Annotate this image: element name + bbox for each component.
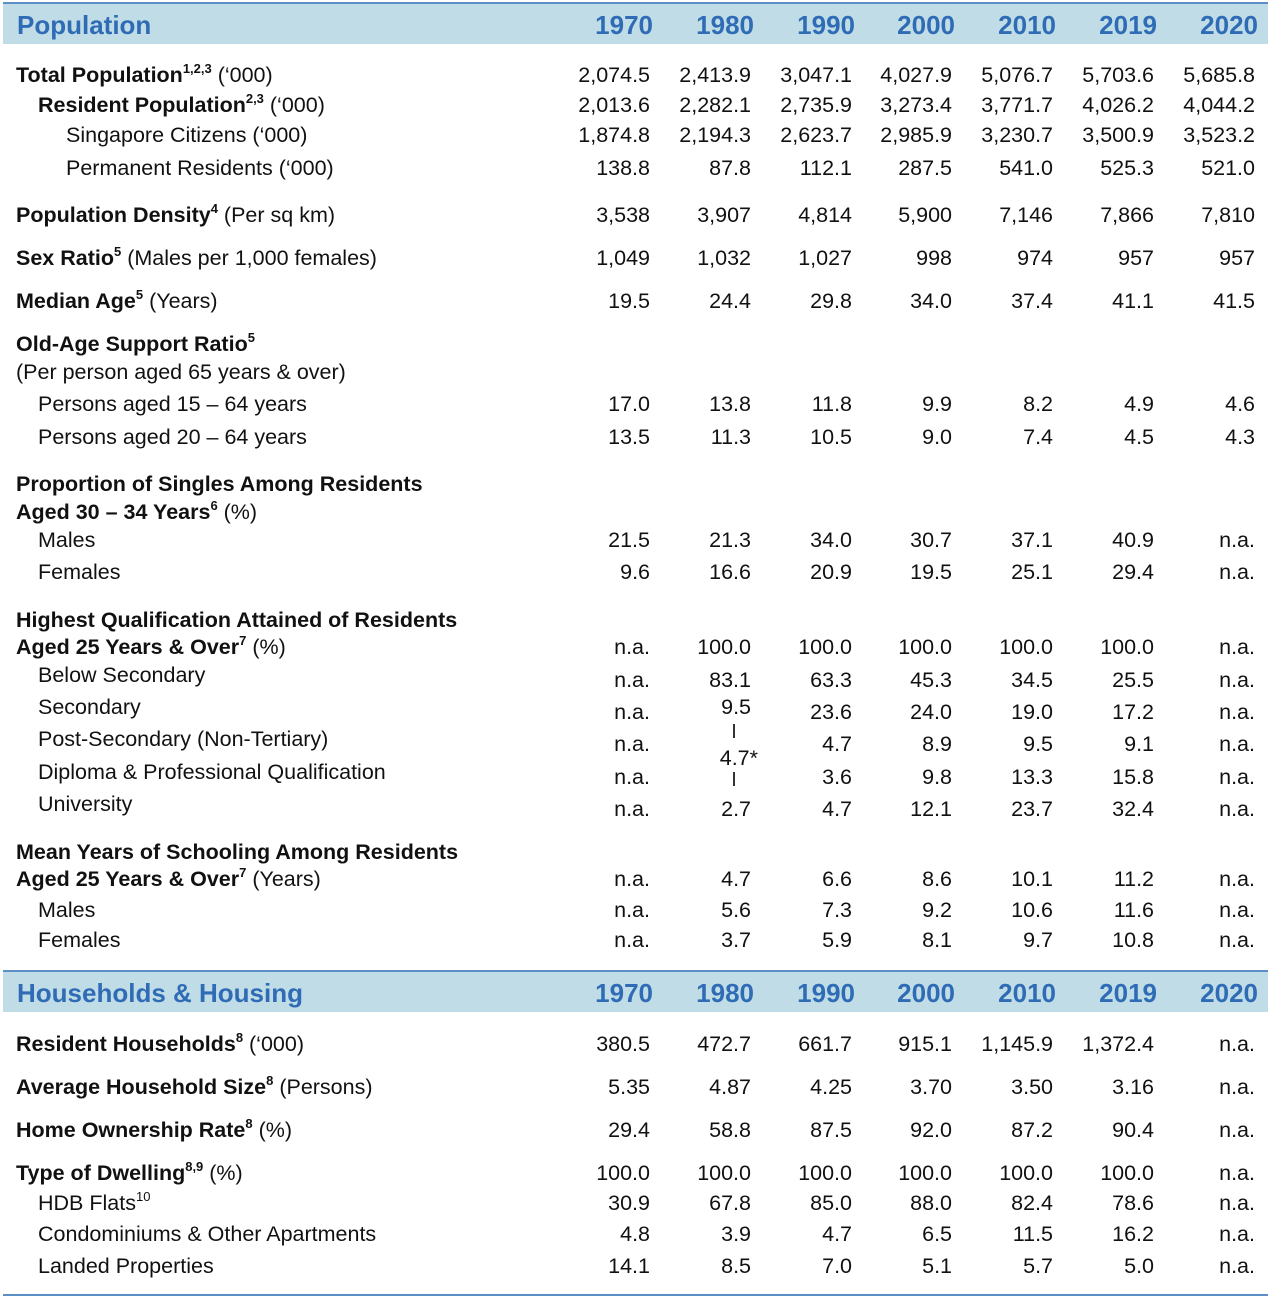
table-cell: 3,771.7 [981,93,1053,117]
table-cell: 3.16 [1112,1075,1154,1099]
row-below-secondary [0,663,1282,698]
table-cell: 2,194.3 [679,123,751,147]
row-qualification-heading [0,608,1282,638]
table-cell: 11.5 [1012,1222,1053,1246]
row-label: Old-Age Support Ratio$^5$ [16,330,255,356]
table-cell: 5.0 [1124,1254,1154,1278]
table-cell: 4.7 [822,1222,852,1246]
table-cell: n.a. [1219,1254,1255,1278]
table-cell: n.a. [1219,1118,1255,1142]
row-schooling-males [0,898,1282,928]
table-cell: 974 [1017,246,1053,270]
year-header: 1980 [696,10,754,40]
table-cell: 2,013.6 [578,93,650,117]
table-cell: 9.9 [922,392,952,416]
table-cell: 7,810 [1201,203,1255,227]
row-resident-households [0,1032,1282,1062]
table-cell: 13.5 [608,425,650,449]
table-cell: 24.0 [910,700,952,724]
year-header: 2000 [897,978,955,1008]
table-cell: 2,985.9 [880,123,952,147]
row-population-density [0,203,1282,233]
table-cell: 12.1 [910,797,952,821]
row-average-household-size [0,1075,1282,1105]
table-cell: 29.4 [1112,560,1154,584]
row-aged-15-64 [0,392,1282,422]
table-cell: 20.9 [810,560,852,584]
year-header: 1970 [595,978,653,1008]
row-label: Resident Population$^{2,3}$ (‘000) [38,91,325,117]
year-header: 2010 [998,978,1056,1008]
table-cell: n.a. [614,765,650,789]
table-cell: n.a. [614,898,650,922]
table-cell: 87.5 [810,1118,852,1142]
table-cell: 4.8 [620,1222,650,1246]
table-cell: 3.9 [721,1222,751,1246]
table-cell: 21.5 [608,528,650,552]
table-cell: 3.50 [1011,1075,1053,1099]
row-label: Secondary [38,695,141,719]
table-cell: n.a. [1219,797,1255,821]
row-aged-20-64 [0,425,1282,455]
row-university [0,792,1282,827]
table-cell: n.a. [1219,1191,1255,1215]
table-cell: 5,685.8 [1183,63,1255,87]
table-cell: 11.3 [710,425,751,449]
row-total-population [0,63,1282,93]
table-cell: 5.7 [1023,1254,1053,1278]
row-label: Home Ownership Rate$^8$ (%) [16,1116,293,1142]
row-schooling-heading [0,840,1282,870]
table-cell: 23.7 [1011,797,1053,821]
row-label: Males [38,528,96,552]
table-cell: n.a. [614,867,650,891]
table-cell: 41.5 [1213,289,1255,313]
table-cell: 67.8 [709,1191,751,1215]
table-cell: n.a. [1219,668,1255,692]
row-singles-males [0,528,1282,558]
year-header: 1990 [797,978,855,1008]
table-cell: 100.0 [697,1161,751,1185]
table-cell: 1,032 [697,246,751,270]
row-landed-properties [0,1254,1282,1284]
table-cell: 10.1 [1011,867,1053,891]
table-cell: n.a. [614,700,650,724]
row-label: Total Population$^{1,2,3}$ (‘000) [16,61,273,87]
table-cell: n.a. [1219,1222,1255,1246]
row-hdb-flats [0,1191,1282,1221]
table-cell: 78.6 [1112,1191,1154,1215]
table-cell: 5.35 [608,1075,650,1099]
table-cell: 3,538 [596,203,650,227]
table-cell: n.a. [1219,898,1255,922]
table-cell: 14.1 [608,1254,650,1278]
bottom-rule [3,1294,1268,1296]
table-cell: 7.0 [822,1254,852,1278]
table-cell: 3,500.9 [1082,123,1154,147]
table-cell: 2,735.9 [780,93,852,117]
table-cell: 11.2 [1113,867,1154,891]
year-header: 1980 [696,978,754,1008]
table-cell: 34.0 [910,289,952,313]
table-cell: 9.0 [922,425,952,449]
row-label: Sex Ratio$^5$ (Males per 1,000 females) [16,244,377,270]
table-cell: 25.1 [1011,560,1053,584]
table-cell: n.a. [1219,765,1255,789]
table-cell: 19.0 [1011,700,1053,724]
table-cell: 8.2 [1023,392,1053,416]
table-cell: 4.25 [810,1075,852,1099]
year-header: 2000 [897,10,955,40]
table-cell: 3,523.2 [1183,123,1255,147]
row-median-age [0,289,1282,319]
table-cell: 9.1 [1124,732,1154,756]
table-cell: 4.6 [1225,392,1255,416]
section-title-population: Population [17,10,152,40]
table-cell: n.a. [1219,560,1255,584]
table-cell: 13.8 [709,392,751,416]
table-cell: 34.5 [1011,668,1053,692]
table-cell: 37.1 [1011,528,1053,552]
table-cell: 2,413.9 [679,63,751,87]
table-cell: 6.5 [922,1222,952,1246]
table-cell: 63.3 [810,668,852,692]
row-label: Landed Properties [38,1254,214,1278]
table-cell: 521.0 [1201,156,1255,180]
table-cell: 100.0 [1100,1161,1154,1185]
table-cell: 100.0 [798,635,852,659]
table-cell: n.a. [1219,732,1255,756]
table-cell: n.a. [1219,528,1255,552]
table-cell: 2,074.5 [578,63,650,87]
row-label: Condominiums & Other Apartments [38,1222,377,1246]
table-cell: 4,027.9 [880,63,952,87]
table-cell: 10.5 [810,425,852,449]
row-label: Aged 25 Years & Over$^7$ (%) [16,633,286,659]
row-label: Aged 25 Years & Over$^7$ (Years) [16,865,321,891]
table-cell: 87.2 [1011,1118,1053,1142]
table-cell: 541.0 [999,156,1053,180]
households-header [3,970,1268,1012]
table-cell: 13.3 [1011,765,1053,789]
row-label: Average Household Size$^8$ (Persons) [16,1073,373,1099]
table-cell: 4.7 [721,867,751,891]
table-cell: 1,874.8 [578,123,650,147]
table-cell: 30.7 [910,528,952,552]
table-cell: 2,282.1 [679,93,751,117]
table-cell: 15.8 [1112,765,1154,789]
table-cell: 525.3 [1100,156,1154,180]
row-permanent-residents [0,156,1282,186]
table-cell: 58.8 [709,1118,751,1142]
table-cell: 16.6 [709,560,751,584]
row-type-of-dwelling [0,1161,1282,1191]
table-cell: 11.6 [1113,898,1154,922]
table-cell: 30.9 [608,1191,650,1215]
row-post-secondary [0,727,1282,770]
row-label: Persons aged 20 – 64 years [38,425,307,449]
table-cell: 45.3 [910,668,952,692]
table-cell: 92.0 [910,1118,952,1142]
table-cell: 9.8 [922,765,952,789]
table-cell: 3,273.4 [880,93,952,117]
table-cell: 3,047.1 [780,63,852,87]
table-cell: 23.6 [810,700,852,724]
table-cell: 21.3 [709,528,751,552]
table-cell: 9.5 [1023,732,1053,756]
table-cell: 3.70 [910,1075,952,1099]
table-cell: 4.5 [1124,425,1154,449]
table-cell: 2,623.7 [780,123,852,147]
table-cell: 9.5 [721,695,751,719]
table-cell: 100.0 [898,635,952,659]
table-cell: 29.4 [608,1118,650,1142]
table-cell: 472.7 [697,1032,751,1056]
table-cell: 3,230.7 [981,123,1053,147]
row-singles-females [0,560,1282,590]
table-cell: 17.0 [608,392,650,416]
table-cell: 4,044.2 [1183,93,1255,117]
table-cell: 90.4 [1112,1118,1154,1142]
table-cell: 19.5 [910,560,952,584]
row-label: Proportion of Singles Among Residents [16,472,423,496]
table-cell: 24.4 [709,289,751,313]
table-cell: n.a. [1219,1075,1255,1099]
row-label: Diploma & Professional Qualification [38,760,386,784]
table-cell: 87.8 [709,156,751,180]
row-label: Mean Years of Schooling Among Residents [16,840,459,864]
table-cell: 5.1 [922,1254,952,1278]
table-cell: 4.9 [1124,392,1154,416]
table-cell: 9.6 [620,560,650,584]
table-cell: 380.5 [596,1032,650,1056]
row-old-age-support-sublabel [0,360,1282,390]
table-cell: n.a. [1219,1032,1255,1056]
table-cell: 8.6 [922,867,952,891]
row-label: Females [38,928,121,952]
table-cell: 5,703.6 [1082,63,1154,87]
table-cell: 5,900 [898,203,952,227]
table-cell: 957 [1219,246,1255,270]
table-cell: 19.5 [608,289,650,313]
year-header: 2010 [998,10,1056,40]
year-header: 2020 [1200,978,1258,1008]
table-cell: 85.0 [810,1191,852,1215]
row-label: Post-Secondary (Non-Tertiary) [38,727,329,751]
row-resident-population [0,93,1282,123]
table-cell: 7,866 [1100,203,1154,227]
table-cell: 8.1 [922,928,952,952]
table-cell: 138.8 [596,156,650,180]
table-cell: 915.1 [898,1032,952,1056]
table-cell: 661.7 [798,1032,852,1056]
table-cell: 83.1 [709,668,751,692]
table-cell: 88.0 [910,1191,952,1215]
table-cell: 3.7 [721,928,751,952]
row-schooling-females [0,928,1282,958]
table-cell: n.a. [1219,1161,1255,1185]
table-cell: 6.6 [822,867,852,891]
table-cell: 32.4 [1112,797,1154,821]
table-cell: 100.0 [697,635,751,659]
table-cell: 16.2 [1112,1222,1154,1246]
year-header: 1970 [595,10,653,40]
year-header: 2019 [1099,978,1157,1008]
table-cell: n.a. [614,635,650,659]
table-cell: 4,026.2 [1082,93,1154,117]
table-cell: 40.9 [1112,528,1154,552]
row-old-age-support-heading [0,332,1282,362]
table-cell: 10.6 [1011,898,1053,922]
row-diploma [0,760,1282,795]
table-cell: n.a. [614,732,650,756]
row-qualification-total [0,635,1282,665]
table-cell: 10.8 [1112,928,1154,952]
row-label: Persons aged 15 – 64 years [38,392,307,416]
year-header: 2020 [1200,10,1258,40]
table-cell: 100.0 [898,1161,952,1185]
table-cell: 4,814 [798,203,852,227]
table-cell: 100.0 [596,1161,650,1185]
row-label: Singapore Citizens (‘000) [66,123,308,147]
table-cell: 9.7 [1023,928,1053,952]
table-cell: 2.7 [721,797,751,821]
table-cell: 34.0 [810,528,852,552]
year-header: 1990 [797,10,855,40]
table-cell: 3,907 [697,203,751,227]
table-cell: n.a. [1219,700,1255,724]
table-cell: 7.4 [1023,425,1053,449]
table-cell: 100.0 [798,1161,852,1185]
table-cell: 37.4 [1011,289,1053,313]
population-header [3,2,1268,44]
table-cell: 7,146 [999,203,1053,227]
table-cell: 4.7 [822,797,852,821]
row-schooling-total [0,867,1282,897]
table-cell: n.a. [614,668,650,692]
table-cell: 1,049 [596,246,650,270]
row-singles-heading-2 [0,500,1282,530]
table-cell: 100.0 [1100,635,1154,659]
table-cell: 100.0 [999,1161,1053,1185]
table-cell: 1,145.9 [981,1032,1053,1056]
table-cell: 4.3 [1225,425,1255,449]
row-sex-ratio [0,246,1282,276]
row-label: University [38,792,133,816]
row-label: Population Density$^4$ (Per sq km) [16,201,336,227]
row-home-ownership-rate [0,1118,1282,1148]
row-label: Permanent Residents (‘000) [66,156,334,180]
table-cell: 112.1 [799,156,852,180]
row-label: Median Age$^5$ (Years) [16,287,218,313]
table-cell: 4.7* [719,746,758,770]
row-condominiums [0,1222,1282,1252]
table-cell: 11.8 [811,392,852,416]
table-cell: n.a. [614,797,650,821]
table-cell: 100.0 [999,635,1053,659]
table-cell: 5,076.7 [981,63,1053,87]
table-cell: 8.5 [721,1254,751,1278]
table-cell: 8.9 [922,732,952,756]
table-cell: 4.87 [709,1075,751,1099]
table-cell: 25.5 [1112,668,1154,692]
table-cell: 41.1 [1112,289,1154,313]
row-label: Resident Households$^8$ (‘000) [16,1030,304,1056]
table-cell: n.a. [1219,867,1255,891]
table-cell: n.a. [614,928,650,952]
table-cell: 287.5 [898,156,952,180]
table-cell: 3.6 [822,765,852,789]
year-header: 2019 [1099,10,1157,40]
table-cell: 1,372.4 [1082,1032,1154,1056]
table-cell: n.a. [1219,635,1255,659]
row-label: HDB Flats$^{10}$ [38,1189,151,1215]
table-cell: 29.8 [810,289,852,313]
table-cell: 5.6 [721,898,751,922]
row-singles-heading [0,472,1282,502]
row-label: (Per person aged 65 years & over) [16,360,346,384]
table-cell: 4.7 [822,732,852,756]
row-label: Below Secondary [38,663,206,687]
row-label: Males [38,898,96,922]
section-title-households: Households & Housing [17,978,303,1008]
table-cell: 5.9 [822,928,852,952]
table-cell: 9.2 [922,898,952,922]
row-label: Aged 30 – 34 Years$^6$ (%) [16,498,258,524]
row-singapore-citizens [0,123,1282,153]
table-cell: 17.2 [1112,700,1154,724]
table-cell: 82.4 [1011,1191,1053,1215]
row-label: Highest Qualification Attained of Residents [16,608,458,632]
table-cell: 1,027 [798,246,852,270]
table-cell: 957 [1118,246,1154,270]
row-secondary [0,695,1282,730]
row-label: Females [38,560,121,584]
row-label: Type of Dwelling$^{8,9}$ (%) [16,1159,243,1185]
table-cell: 998 [916,246,952,270]
table-cell: 7.3 [822,898,852,922]
table-cell: n.a. [1219,928,1255,952]
